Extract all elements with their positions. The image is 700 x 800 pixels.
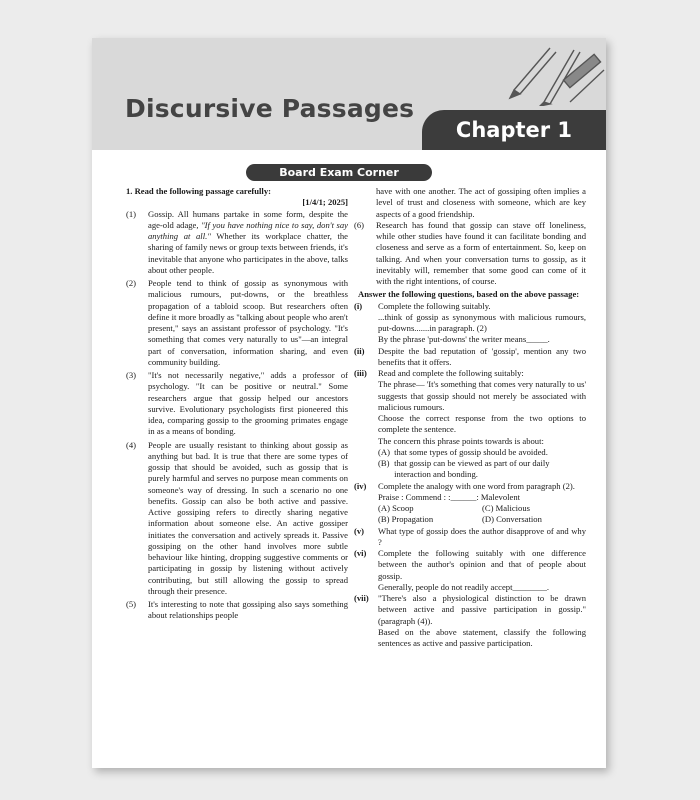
question-i bbox=[354, 301, 586, 312]
question-iii-line: The concern this phrase points towards is about: bbox=[378, 435, 544, 446]
paragraph-text: People are usually resistant to thinking about gossip as anything but bad. It is true that there are some types of gossip that should be avoided, such as gossip that is purely harmful and serves no purpose mean comments on someone's way of dressing. In such a scenario no one benefits. Gossip can also be both active and passive. Active gossiping refers to directly sharing negative information about someone else. An active gossiper initiates the conversation and actively spreads it. Passive gossiping on the other hand involves more subtle behaviour like hinting, dropping suggestive comments or participating in gossip by listening without actively contributing, but still allowing the gossip to spread through their presence. bbox=[148, 439, 348, 596]
question-i-line: By the phrase 'put-downs' the writer means_____. bbox=[378, 334, 550, 345]
paragraph-number: (5) bbox=[126, 599, 137, 609]
question-number: (vii) bbox=[354, 593, 369, 603]
analogy-line: Praise : Commend : :______: Malevolent bbox=[378, 491, 521, 502]
book-page bbox=[92, 38, 606, 768]
option-d: (D) Conversation bbox=[482, 514, 542, 525]
paragraph-number: (6) bbox=[354, 219, 365, 230]
question-vii bbox=[354, 593, 586, 627]
question-text: "There's also a physiological distinction to be drawn between active and passive participation in gossip." (paragraph (4)). bbox=[378, 593, 586, 626]
paragraph-number: (2) bbox=[126, 278, 137, 288]
question-number: (i) bbox=[354, 300, 363, 311]
question-heading: 1. Read the following passage carefully: bbox=[126, 186, 271, 196]
analogy-options-row bbox=[354, 503, 586, 514]
option-b: (B) Propagation bbox=[378, 514, 434, 525]
option-text: that some types of gossip should be avoided. bbox=[394, 446, 548, 457]
paragraph-text: Gossip. All humans partake in some form, despite the age-old adage, bbox=[148, 208, 348, 230]
question-text: Complete the following suitably with one difference between the author's opinion and that of people about gossip. bbox=[378, 548, 586, 581]
question-text: Complete the analogy with one word from paragraph (2). bbox=[378, 480, 575, 491]
question-vii-line: Based on the above statement, classify the following sentences as active and passive participation. bbox=[378, 626, 586, 648]
section-title: Discursive Passages bbox=[125, 94, 415, 123]
question-iii bbox=[354, 368, 586, 379]
question-vi bbox=[354, 548, 586, 582]
question-text: What type of gossip does the author disapprove of and why ? bbox=[378, 525, 586, 547]
paragraph-number: (3) bbox=[126, 370, 137, 380]
option-text: that gossip can be viewed as part of our daily interaction and bonding. bbox=[394, 458, 550, 480]
passage-paragraph-1 bbox=[126, 209, 348, 277]
paragraph-text: People tend to think of gossip as synonymous with malicious rumours, put-downs, or the breathless propagation of a tabloid scoop. But researchers often define it more broadly as "talking about people who aren't present," says an assistant professor of psychology. "It's something that comes very naturally to us"—an integral part of conversation, information sharing, and even community building. bbox=[148, 278, 348, 367]
passage-paragraph-2 bbox=[126, 278, 348, 368]
question-iii-line: The phrase— 'It's something that comes very naturally to us' suggests that gossip should not merely be associated with malicious rumours. bbox=[378, 379, 586, 412]
question-number: (vi) bbox=[354, 548, 367, 558]
option-a: (A) Scoop bbox=[378, 503, 414, 513]
question-i-line: ...think of gossip as synonymous with malicious rumours, put-downs.......in paragraph. (2) bbox=[378, 311, 586, 333]
passage-paragraph-5 bbox=[126, 599, 348, 622]
pens-illustration-icon bbox=[500, 40, 606, 106]
question-marks: [1/4/1; 2025] bbox=[302, 197, 348, 208]
question-number: (v) bbox=[354, 525, 365, 536]
question-text: Complete the following suitably. bbox=[378, 300, 491, 311]
question-text: Read and complete the following suitably: bbox=[378, 368, 524, 378]
analogy-options-row bbox=[354, 514, 586, 525]
paragraph-5-continued: have with one another. The act of gossiping often implies a level of trust and closeness with someone, which are key aspects of a good friendship. bbox=[376, 186, 586, 219]
adage-quote: "If you have nothing nice to say, don't say anything at all." bbox=[148, 219, 348, 241]
option-b: (B) that gossip can be viewed as part of our daily interaction and bonding. bbox=[354, 458, 586, 481]
question-v bbox=[354, 526, 586, 549]
question-number: (iii) bbox=[354, 368, 367, 378]
question-number: (ii) bbox=[354, 345, 365, 356]
chapter-label: Chapter 1 bbox=[422, 110, 606, 150]
paragraph-number: (4) bbox=[126, 439, 137, 450]
paragraph-text: Whether its workplace chatter, the sharing of family news or group texts between friends, it's inevitable that anyone who participates in the above, talks about other people. bbox=[148, 231, 348, 275]
question-number: (iv) bbox=[354, 480, 367, 491]
option-a: (A) that some types of gossip should be avoided. bbox=[378, 446, 548, 457]
answer-heading: Answer the following questions, based on the above passage: bbox=[358, 289, 580, 300]
paragraph-text: Research has found that gossip can stave off loneliness, while other studies have found it can facilitate bonding and closeness and serve as a form of entertainment. So, keep on talking. And when your conversation turns to gossip, as it inevitably will, remember that some good can come of it with the right intentions, of course. bbox=[376, 219, 586, 286]
paragraph-text: It's interesting to note that gossiping also says something about relationships people bbox=[148, 599, 348, 621]
paragraph-number: (1) bbox=[126, 208, 137, 219]
passage-paragraph-4 bbox=[126, 440, 348, 598]
question-iv bbox=[354, 481, 586, 492]
question-iii-line: Choose the correct response from the two options to complete the sentence. bbox=[378, 413, 586, 435]
question-vi-line: Generally, people do not readily accept________. bbox=[378, 581, 550, 592]
question-ii bbox=[354, 346, 586, 369]
option-c: (C) Malicious bbox=[482, 503, 530, 513]
right-column bbox=[354, 186, 586, 649]
passage-paragraph-6 bbox=[354, 220, 586, 288]
question-text: Despite the bad reputation of 'gossip', mention any two benefits that it offers. bbox=[378, 345, 586, 367]
passage-paragraph-3 bbox=[126, 370, 348, 438]
paragraph-text: "It's not necessarily negative," adds a professor of psychology. "It can be positive or neutral." Some researchers argue that gossip helped our ancestors survive. Evolutionary psychologists first pioneered this idea, comparing gossip to the grooming primates engage in as a means of bonding. bbox=[148, 370, 348, 437]
left-column bbox=[126, 186, 348, 624]
board-exam-corner-label: Board Exam Corner bbox=[246, 164, 432, 181]
